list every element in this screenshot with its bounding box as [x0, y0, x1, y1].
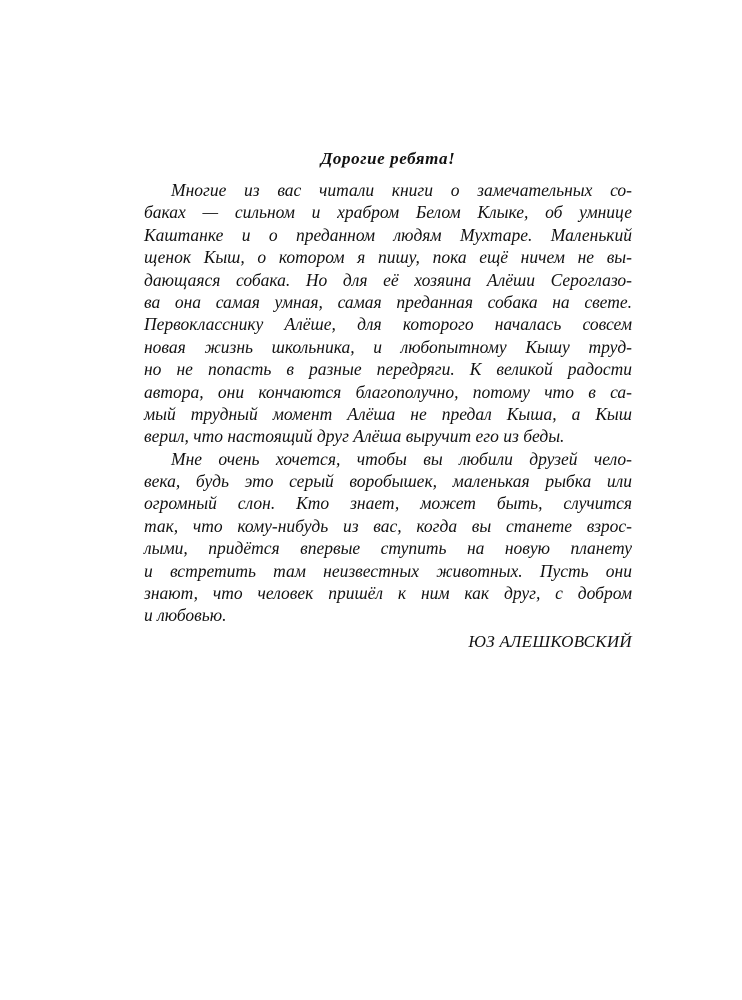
text-line: Многие из вас читали книги о замечательных со-: [171, 180, 632, 200]
text-line: баках — сильном и храбром Белом Клыке, об умнице: [144, 202, 632, 223]
text-line: века, будь это серый воробышек, маленькая рыбка или: [144, 471, 632, 492]
text-line: огромный слон. Кто знает, может быть, случится: [144, 493, 632, 514]
letter-block: [144, 148, 632, 653]
text-line: так, что кому-нибудь из вас, когда вы станете взрос-: [144, 515, 632, 536]
text-line: Мне очень хочется, чтобы вы любили друзей чело-: [171, 448, 632, 469]
text-line: и встретить там неизвестных животных. Пусть они: [144, 560, 632, 581]
text-line: дающаяся собака. Но для её хозяина Алёши Сероглазо-: [144, 269, 632, 290]
text-line: щенок Кыш, о котором я пишу, пока ещё ничем не вы-: [144, 247, 632, 268]
paragraph-1: [144, 179, 632, 448]
text-line: ва она самая умная, самая преданная собака на свете.: [144, 291, 632, 312]
text-line: мый трудный момент Алёша не предал Кыша, а Кыш: [144, 403, 632, 424]
letter-heading: Дорогие ребята!: [320, 149, 456, 168]
text-line: Каштанке и о преданном людям Мухтаре. Маленький: [144, 224, 632, 245]
text-line: Первокласснику Алёше, для которого началась совсем: [144, 314, 632, 335]
text-line: лыми, придётся впервые ступить на новую планету: [144, 538, 632, 559]
author-signature: ЮЗ АЛЕШКОВСКИЙ: [468, 631, 632, 651]
text-line: новая жизнь школьника, и любопытному Кышу труд-: [144, 336, 632, 357]
paragraph-2: [144, 448, 632, 627]
text-line: знают, что человек пришёл к ним как друг, с добром: [144, 583, 632, 604]
text-line: но не попасть в разные передряги. К великой радости: [144, 359, 632, 380]
text-line: верил, что настоящий друг Алёша выручит его из беды.: [144, 426, 565, 447]
text-line: и любовью.: [144, 605, 227, 626]
text-line: автора, они кончаются благополучно, потому что в са-: [144, 381, 632, 402]
